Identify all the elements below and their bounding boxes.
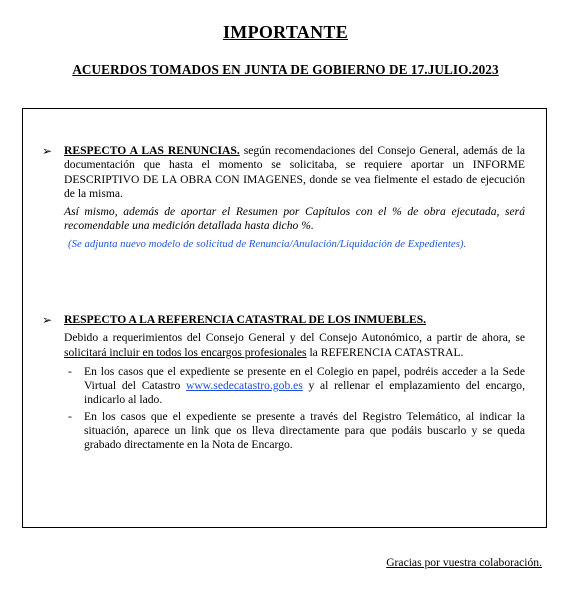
arrow-bullet-icon: ➢ bbox=[42, 144, 53, 158]
section-renuncias bbox=[42, 144, 525, 251]
section-renuncias-heading: RESPECTO A LAS RENUNCIAS. bbox=[64, 144, 240, 157]
section-referencia-catastral bbox=[42, 313, 525, 455]
list-item bbox=[42, 410, 525, 453]
intro-text-after: la REFERENCIA CATASTRAL. bbox=[306, 345, 464, 359]
catastral-list bbox=[42, 365, 525, 453]
dash-bullet: - bbox=[68, 364, 72, 378]
section-catastral-heading: RESPECTO A LA REFERENCIA CATASTRAL DE LOS INMUEBLES. bbox=[64, 313, 427, 326]
document-title: IMPORTANTE bbox=[222, 22, 349, 42]
section-renuncias-note: (Se adjunta nuevo modelo de solicitud de Renuncia/Anulación/Liquidación de Expedientes). bbox=[68, 237, 467, 250]
section-renuncias-heading-row bbox=[42, 144, 525, 201]
list-item-text: En los casos que el expediente se presente en el Colegio en papel, podréis acceder a la Sede Virtual del Catastro bbox=[84, 364, 525, 393]
arrow-bullet-icon: ➢ bbox=[42, 313, 53, 327]
section-catastral-heading-row bbox=[42, 313, 525, 327]
intro-text-before: Debido a requerimientos del Consejo General y del Consejo Autonómico, a partir de ahora, se bbox=[64, 331, 525, 345]
dash-bullet: - bbox=[68, 409, 72, 423]
footer-thanks: Gracias por vuestra colaboración. bbox=[386, 556, 542, 569]
intro-text-underlined: solicitará incluir en todos los encargos profesionales bbox=[64, 345, 307, 359]
section-renuncias-text: según recomendaciones del Consejo General, además de la documentación que hasta el momento se solicitaba, se requiere aportar un INFORME DESCRIPTIVO DE LA OBRA CON IMAGENES, donde se vea fielmente el estado de ejecución de la misma. bbox=[64, 144, 525, 200]
sede-catastro-link[interactable]: www.sedecatastro.gob.es bbox=[186, 379, 303, 393]
section-renuncias-italic-text: Así mismo, además de aportar el Resumen por Capítulos con el % de obra ejecutada, será recomendable una medición detallada hasta dicho %. bbox=[64, 205, 525, 233]
document-subtitle: ACUERDOS TOMADOS EN JUNTA DE GOBIERNO DE 17.JULIO.2023 bbox=[72, 62, 499, 77]
list-item-text: En los casos que el expediente se presente a través del Registro Telemático, al indicar la situación, aparece un link que os lleva directamente para que podáis buscarlo y se queda grabado directamente en la Nota de Encargo. bbox=[84, 409, 525, 452]
section-catastral-intro bbox=[42, 331, 525, 360]
list-item-text-after: y al rellenar el emplazamiento del encargo, indicarlo al lado. bbox=[84, 379, 525, 407]
list-item bbox=[42, 365, 525, 408]
